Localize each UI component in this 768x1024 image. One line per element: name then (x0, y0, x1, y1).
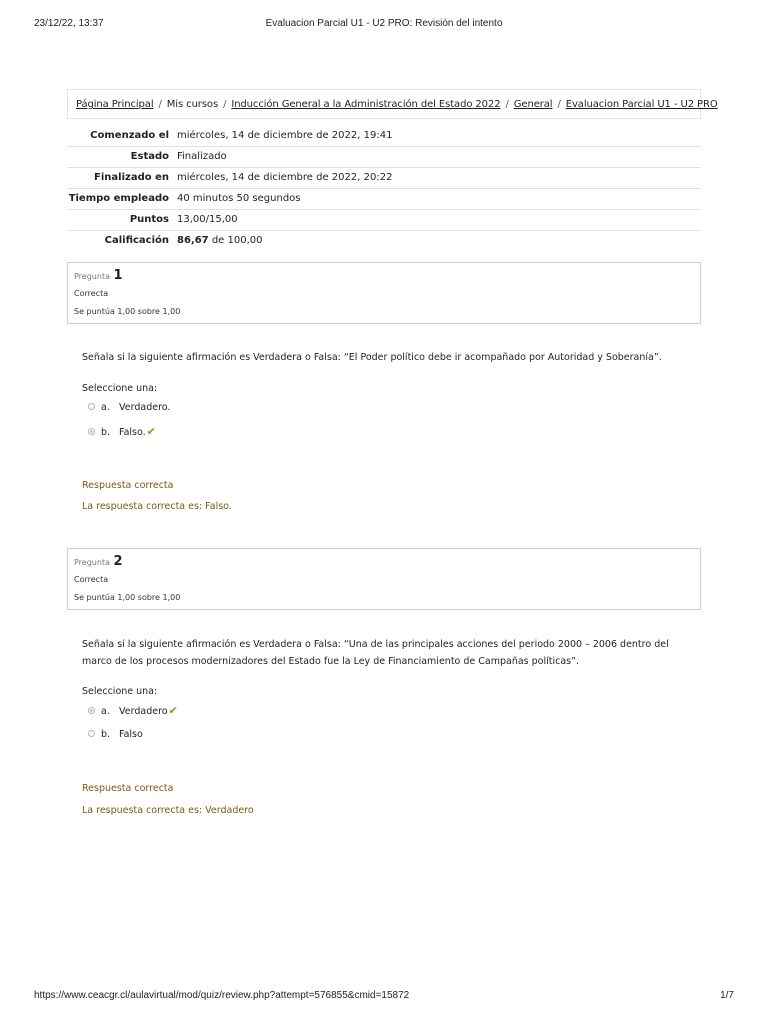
question-state: Correcta (74, 575, 109, 584)
question-1-right-answer: La respuesta correcta es: Falso. (82, 501, 232, 512)
question-number-value: 1 (113, 268, 123, 283)
summary-row-started (67, 126, 701, 147)
print-header (34, 18, 734, 32)
question-number-value: 2 (113, 554, 123, 569)
question-2-prompt: Seleccione una: (82, 686, 158, 697)
points-value: 13,00/15,00 (175, 210, 701, 231)
radio-button[interactable] (88, 403, 95, 410)
print-url: https://www.ceacgr.cl/aulavirtual/mod/quiz/review.php?attempt=576855&cmid=15872 (34, 990, 410, 1001)
grade-value: 86,67 (177, 235, 209, 246)
option-letter: a. (101, 402, 110, 413)
grade-suffix: de 100,00 (211, 235, 263, 246)
question-1-prompt: Seleccione una: (82, 383, 158, 394)
question-2-info (67, 548, 701, 610)
question-2-option-a[interactable] (88, 704, 178, 718)
check-icon: ✔ (146, 425, 156, 438)
points-label: Puntos (67, 210, 175, 231)
question-state: Correcta (74, 289, 109, 298)
option-text: Verdadero (119, 706, 168, 717)
breadcrumb-separator: / (557, 99, 561, 110)
question-1-feedback: Respuesta correcta (82, 480, 174, 491)
breadcrumb-home-link[interactable]: Página Principal (76, 99, 154, 110)
summary-row-state (67, 147, 701, 168)
summary-row-time (67, 189, 701, 210)
question-1-option-b[interactable] (88, 425, 156, 439)
option-letter: a. (101, 706, 110, 717)
breadcrumb-separator: / (505, 99, 509, 110)
breadcrumb-course-link[interactable]: Inducción General a la Administración del Estado 2022 (231, 99, 501, 110)
state-value: Finalizado (175, 147, 701, 168)
option-text: Falso. (119, 427, 146, 438)
print-page-number: 1/7 (720, 990, 734, 1001)
question-2-feedback: Respuesta correcta (82, 783, 174, 794)
question-2-right-answer: La respuesta correcta es: Verdadero (82, 805, 254, 816)
question-1-info (67, 262, 701, 324)
finished-label: Finalizado en (67, 168, 175, 189)
print-footer (34, 990, 734, 1004)
question-grade: Se puntúa 1,00 sobre 1,00 (74, 307, 181, 316)
check-icon: ✔ (168, 704, 178, 717)
summary-row-points (67, 210, 701, 231)
question-grade: Se puntúa 1,00 sobre 1,00 (74, 593, 181, 602)
summary-row-grade (67, 231, 701, 252)
radio-button-selected[interactable] (88, 428, 95, 435)
state-label: Estado (67, 147, 175, 168)
radio-button[interactable] (88, 730, 95, 737)
question-label: Pregunta (74, 272, 110, 281)
breadcrumb-my-courses: Mis cursos (166, 99, 219, 110)
finished-value: miércoles, 14 de diciembre de 2022, 20:22 (175, 168, 701, 189)
print-page-title: Evaluacion Parcial U1 - U2 PRO: Revisión del intento (265, 18, 503, 29)
grade-value-cell (175, 231, 701, 252)
started-value: miércoles, 14 de diciembre de 2022, 19:41 (177, 130, 393, 141)
radio-button-selected[interactable] (88, 707, 95, 714)
breadcrumb-separator: / (223, 99, 227, 110)
option-text: Falso (119, 729, 143, 740)
print-datetime: 23/12/22, 13:37 (34, 18, 104, 29)
attempt-summary-table (67, 126, 701, 251)
breadcrumb (67, 89, 718, 119)
summary-row-finished (67, 168, 701, 189)
question-1-option-a[interactable] (88, 401, 170, 415)
question-1-text: Señala si la siguiente afirmación es Verdadera o Falsa: “El Poder político debe ir acompañado por Autoridad y Soberanía”. (82, 352, 662, 363)
breadcrumb-separator: / (158, 99, 162, 110)
started-label: Comenzado el (90, 130, 169, 141)
question-label: Pregunta (74, 558, 110, 567)
grade-label: Calificación (67, 231, 175, 252)
question-number (74, 554, 123, 569)
time-value: 40 minutos 50 segundos (175, 189, 701, 210)
question-2-option-b[interactable] (88, 728, 143, 742)
question-number (74, 268, 123, 283)
option-text: Verdadero. (119, 402, 171, 413)
breadcrumb-section-link[interactable]: General (513, 99, 553, 110)
time-label: Tiempo empleado (67, 189, 175, 210)
option-letter: b. (101, 427, 111, 438)
breadcrumb-quiz-link[interactable]: Evaluacion Parcial U1 - U2 PRO (565, 99, 718, 110)
question-2-text: Señala si la siguiente afirmación es Verdadera o Falsa: “Una de las principales acciones del periodo 2000 – 2006 dentro del marco de los procesos modernizadores del Estado fue la Ley de Financiamiento de Campañas políticas”. (82, 639, 669, 667)
option-letter: b. (101, 729, 111, 740)
